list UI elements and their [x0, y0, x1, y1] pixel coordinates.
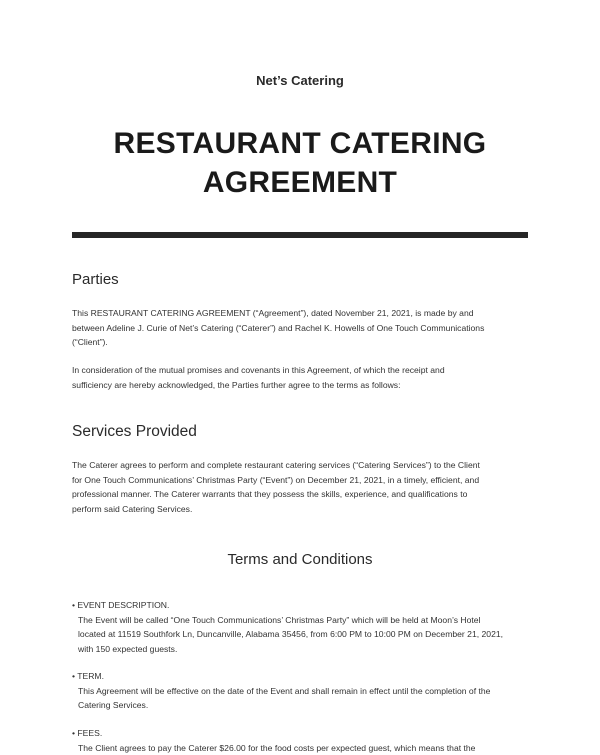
text-line: professional manner. The Caterer warrants that they possess the skills, experience, and qualifications to [72, 489, 468, 500]
text-line: In consideration of the mutual promises and covenants in this Agreement, of which the receipt and [72, 365, 445, 375]
text-line: This Agreement will be effective on the date of the Event and shall remain in effect until the completion of the [78, 685, 491, 696]
text-line: The Caterer agrees to perform and complete restaurant catering services (“Catering Services”) to the Client [72, 460, 480, 470]
document-title [0, 124, 600, 202]
parties-paragraph-1 [72, 306, 542, 350]
parties-paragraph-2 [72, 363, 542, 392]
title-divider [72, 232, 528, 238]
text-line: The Event will be called “One Touch Communications’ Christmas Party” which will be held at Moon’s Hotel [78, 614, 481, 625]
company-name: Net’s Catering [256, 73, 344, 88]
terms-item-term [72, 669, 546, 713]
text-line: with 150 expected guests. [78, 643, 178, 654]
terms-item-body [72, 684, 546, 713]
text-line: for One Touch Communications’ Christmas Party (“Event”) on December 21, 2021, in a timely, efficient, and [72, 474, 480, 485]
text-line: This RESTAURANT CATERING AGREEMENT (“Agreement”), dated November 21, 2021, is made by and [72, 308, 474, 318]
text-line: located at 11519 Southfork Ln, Duncanville, Alabama 35456, from 6:00 PM to 10:00 PM on December 21, 2021, [78, 629, 504, 640]
terms-item-body [72, 613, 546, 657]
document-title-line-2: AGREEMENT [202, 166, 398, 199]
terms-item-event-description [72, 598, 546, 656]
terms-item-heading: • FEES. [72, 728, 103, 738]
text-line: Catering Services. [78, 700, 149, 711]
text-line: sufficiency are hereby acknowledged, the Parties further agree to the terms as follows: [72, 379, 401, 390]
section-heading-services: Services Provided [72, 423, 197, 440]
text-line: perform said Catering Services. [72, 503, 193, 514]
terms-item-heading: • TERM. [72, 671, 104, 681]
terms-item-heading: • EVENT DESCRIPTION. [72, 600, 170, 610]
text-line: The Client agrees to pay the Caterer $26.00 for the food costs per expected guest, which means that the [78, 742, 476, 753]
text-line: between Adeline J. Curie of Net’s Catering (“Caterer”) and Rachel K. Howells of One Touch Communications [72, 322, 485, 333]
document-title-line-1: RESTAURANT CATERING [113, 127, 487, 160]
text-line: (“Client”). [72, 337, 108, 348]
terms-item-body [72, 741, 546, 755]
services-paragraph [72, 458, 542, 516]
section-heading-parties: Parties [72, 271, 119, 288]
section-heading-terms: Terms and Conditions [227, 551, 373, 568]
